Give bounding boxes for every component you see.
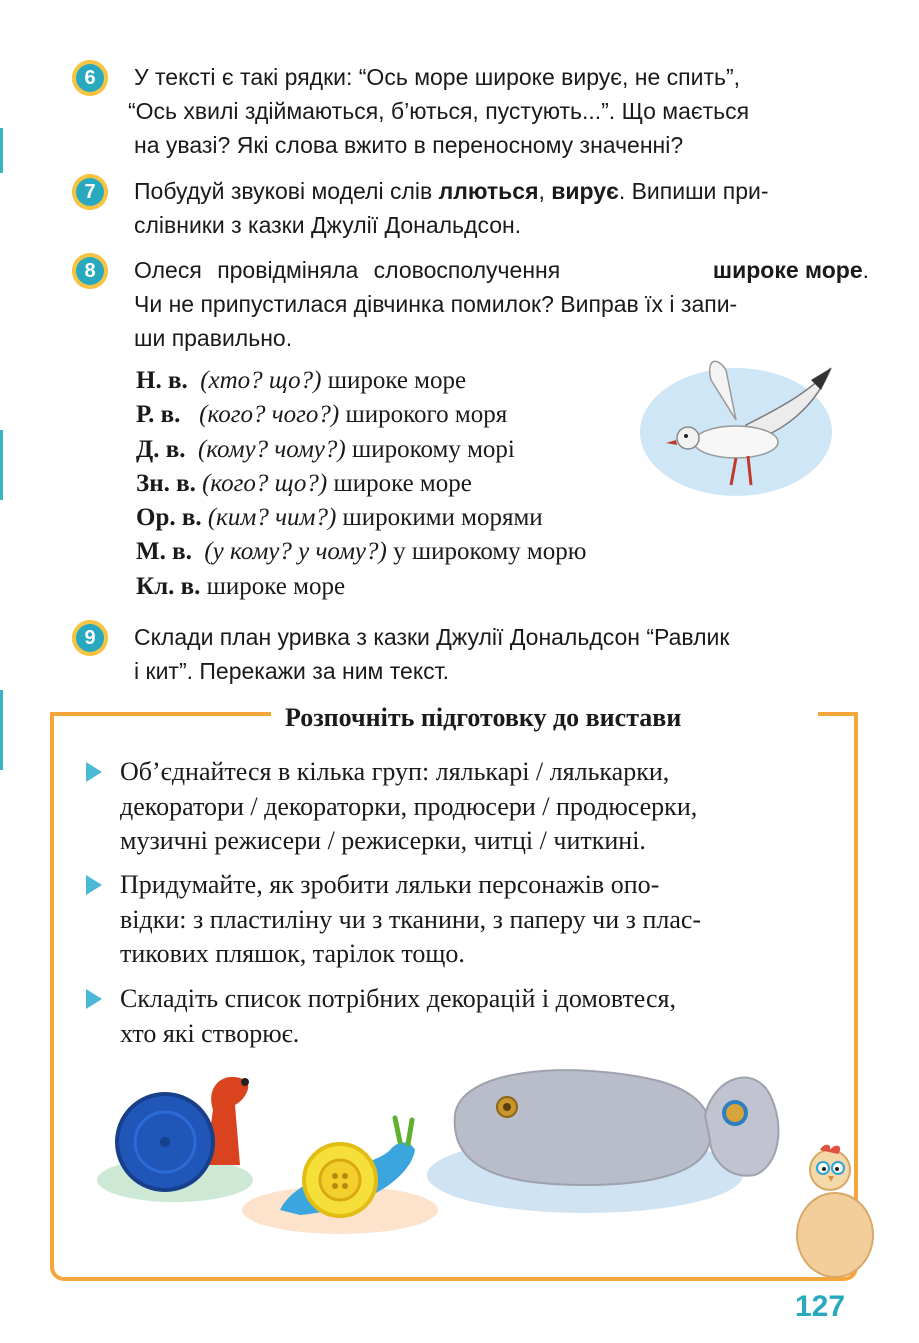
text-line: Побудуй звукові моделі слів ллються, вирує. Випиши при-: [134, 178, 769, 204]
case-row: Д. в. (кому? чому?) широкому морі: [136, 435, 515, 463]
case-row: Кл. в. широке море: [136, 572, 346, 600]
seagull-image: [636, 350, 836, 500]
task-8: [72, 253, 872, 358]
bullet-text: Об’єднайтеся в кілька груп: лялькарі / лялькарки, декоратори / декораторки, продюсери / продюсерки, музичні режисери / режисерки, читці / читкині.: [120, 757, 698, 855]
text-line: і кит”. Перекажи за ним текст.: [134, 658, 450, 684]
task-number-badge: 9: [72, 620, 108, 656]
case-row: Р. в. (кого? чого?) широкого моря: [136, 401, 508, 429]
activity-bullet: [86, 755, 816, 860]
text-line: Олеся провідміняла словосполучення широке море.: [134, 257, 869, 283]
frame-top-left: [50, 712, 272, 716]
whale-sock-puppet-image: [425, 1055, 805, 1215]
text-line: ши правильно.: [134, 325, 293, 351]
frame-top-right: [818, 712, 854, 716]
activity-bullet: [86, 868, 816, 973]
task-6: [72, 60, 872, 165]
task-7: [72, 174, 872, 244]
text-line: У тексті є такі рядки: “Ось море широке вирує, не спить”,: [134, 64, 741, 90]
case-row: Н. в. (хто? що?) широке море: [136, 367, 467, 394]
task-6-text: [128, 60, 869, 162]
edge-mark: [0, 128, 3, 173]
text-line: слівники з казки Джулії Дональдсон.: [134, 212, 522, 238]
declension-list: [136, 364, 586, 604]
bullet-triangle-icon: [86, 762, 102, 782]
chicken-mascot-image: [790, 1140, 885, 1280]
task-9-text: [134, 620, 869, 688]
activity-bullet: [86, 982, 816, 1052]
bullet-text: Складіть список потрібних декорацій і домовтеся, хто які створює.: [120, 984, 676, 1048]
task-number-badge: 8: [72, 253, 108, 289]
case-row: Зн. в. (кого? що?) широке море: [136, 469, 472, 497]
bullet-triangle-icon: [86, 875, 102, 895]
task-7-text: [134, 174, 869, 242]
bullet-triangle-icon: [86, 989, 102, 1009]
text-line: “Ось хвилі здіймаються, б’ються, пустують...”. Що мається: [128, 98, 750, 124]
task-number-badge: 7: [72, 174, 108, 210]
text-line: Чи не припустилася дівчинка помилок? Виправ їх і запи-: [134, 291, 738, 317]
task-9: [72, 620, 872, 690]
case-row: М. в. (у кому? у чому?) у широкому морю: [136, 538, 587, 566]
edge-mark: [0, 430, 3, 500]
text-line: на увазі? Які слова вжито в переносному значенні?: [134, 132, 684, 158]
edge-mark: [0, 690, 3, 770]
activity-box-title: Розпочніть підготовку до вистави: [271, 703, 695, 733]
task-8-text: [134, 253, 869, 355]
bullet-text: Придумайте, як зробити ляльки персонажів опо- відки: з пластиліну чи з тканини, з паперу чи з плас- тикових пляшок, тарілок тощо.: [120, 870, 702, 968]
text-line: Склади план уривка з казки Джулії Дональдсон “Равлик: [134, 624, 730, 650]
yellow-snail-puppet-image: [240, 1110, 440, 1235]
page-number: 127: [795, 1290, 846, 1323]
task-number-badge: 6: [72, 60, 108, 96]
case-row: Ор. в. (ким? чим?) широкими морями: [136, 504, 543, 532]
